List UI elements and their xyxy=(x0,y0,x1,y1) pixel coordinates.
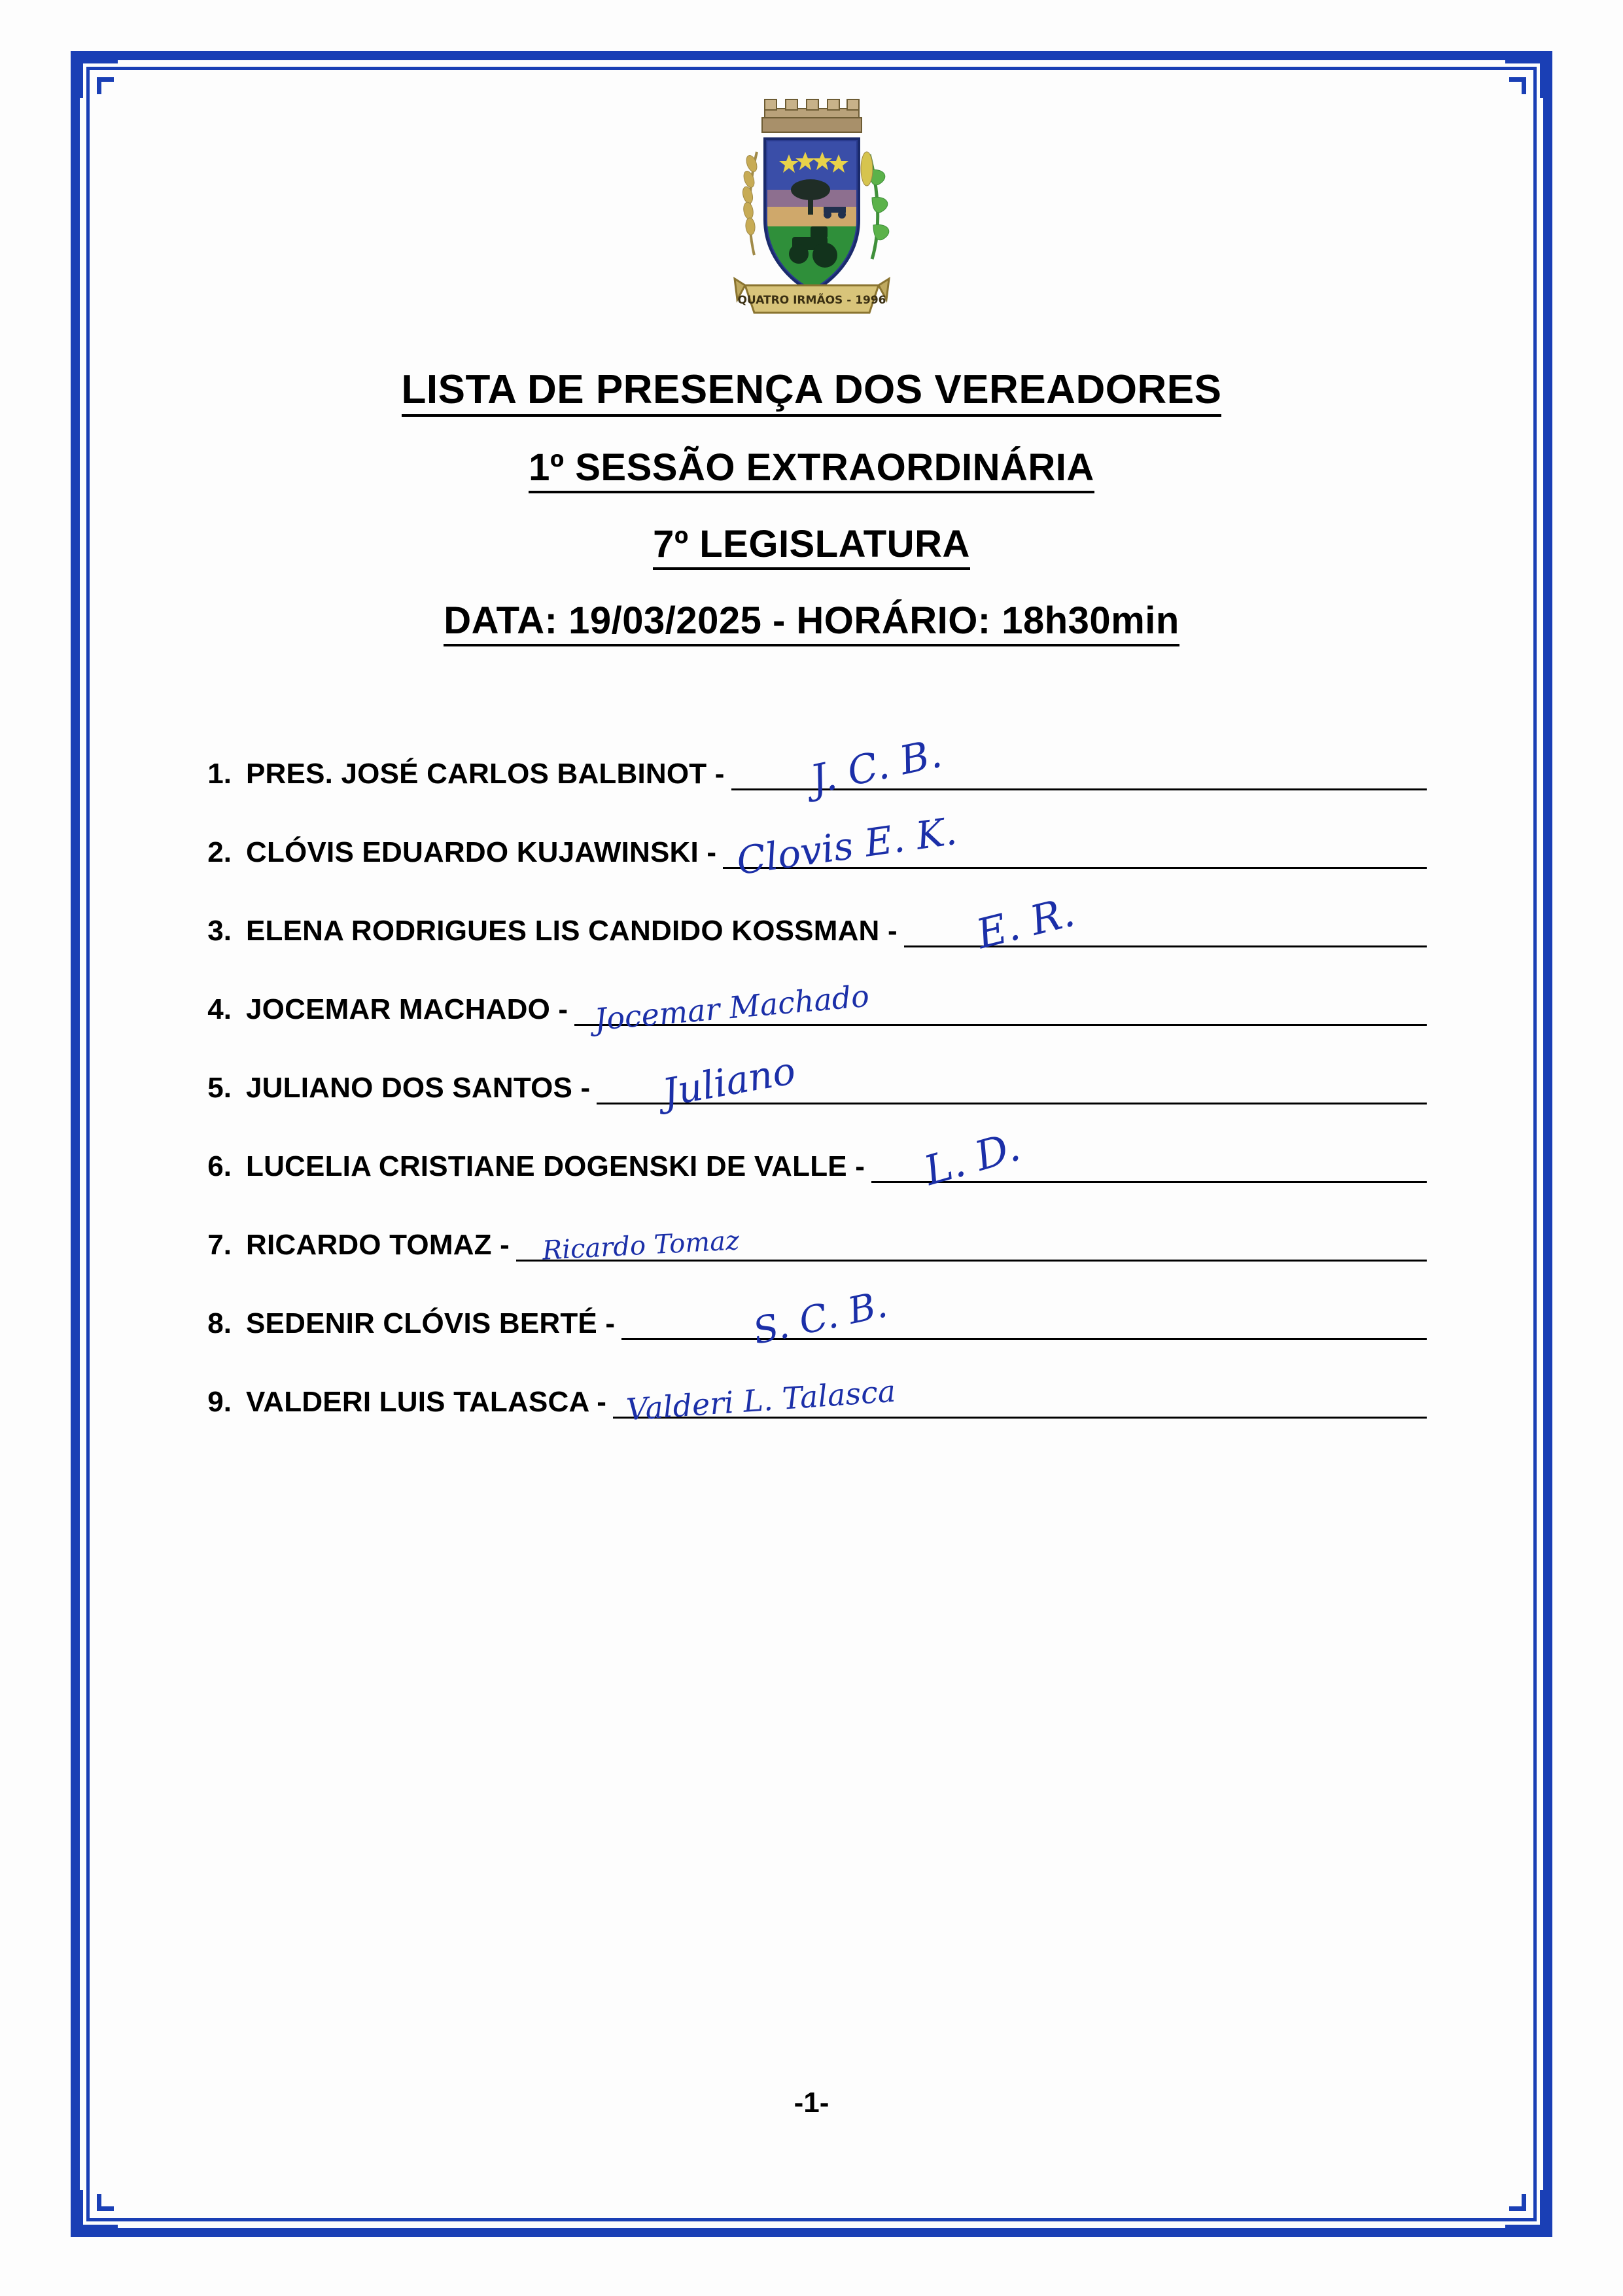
list-item-number: 8. xyxy=(207,1307,232,1339)
document-content xyxy=(131,79,1492,2198)
document-headings xyxy=(131,368,1492,646)
signature-line[interactable] xyxy=(574,978,1427,1037)
page-title: LISTA DE PRESENÇA DOS VEREADORES xyxy=(402,368,1222,417)
list-item xyxy=(203,1048,1427,1115)
list-item-name: PRES. JOSÉ CARLOS BALBINOT - xyxy=(246,757,725,790)
list-item xyxy=(203,1122,1427,1195)
legislature-subtitle: 7º LEGISLATURA xyxy=(653,523,970,570)
list-item-name: JOCEMAR MACHADO - xyxy=(246,993,568,1025)
signature-line[interactable] xyxy=(871,1122,1427,1195)
date-time-line: DATA: 19/03/2025 - HORÁRIO: 18h30min xyxy=(444,600,1179,646)
corner-tick-top-left xyxy=(97,77,114,94)
list-item-number: 9. xyxy=(207,1385,232,1418)
list-item xyxy=(203,978,1427,1037)
list-item xyxy=(203,887,1427,958)
list-item-number: 7. xyxy=(207,1228,232,1261)
svg-text:QUATRO IRMÃOS - 1996: QUATRO IRMÃOS - 1996 xyxy=(737,294,886,307)
list-item xyxy=(203,1225,1427,1266)
list-item-name: CLÓVIS EDUARDO KUJAWINSKI - xyxy=(246,836,717,868)
signature-mark: L. D. xyxy=(918,1122,1026,1195)
crest-container xyxy=(131,92,1492,353)
list-item-name: RICARDO TOMAZ - xyxy=(246,1228,510,1261)
list-item-number: 5. xyxy=(207,1071,232,1104)
corner-tick-bottom-right xyxy=(1509,2194,1526,2211)
list-item-name: JULIANO DOS SANTOS - xyxy=(246,1071,591,1104)
signature-line[interactable] xyxy=(723,808,1427,883)
coat-of-arms-icon xyxy=(694,92,930,353)
signature-mark: S. C. B. xyxy=(749,1282,892,1353)
signature-line[interactable] xyxy=(516,1225,1427,1266)
list-item-number: 3. xyxy=(207,914,232,947)
signature-line[interactable] xyxy=(731,730,1427,803)
session-subtitle: 1º SESSÃO EXTRAORDINÁRIA xyxy=(529,447,1094,493)
list-item-number: 4. xyxy=(207,993,232,1025)
list-item xyxy=(203,1282,1427,1353)
list-item xyxy=(203,808,1427,883)
corner-tick-top-right xyxy=(1509,77,1526,94)
list-item-name: SEDENIR CLÓVIS BERTÉ - xyxy=(246,1307,616,1339)
list-item-number: 2. xyxy=(207,836,232,868)
corner-tick-bottom-left xyxy=(97,2194,114,2211)
signature-mark: Jocemar Machado xyxy=(593,978,871,1037)
signature-mark: E. R. xyxy=(971,887,1079,958)
signature-line[interactable] xyxy=(597,1048,1427,1115)
signature-mark: Juliano xyxy=(659,1048,799,1115)
list-item-number: 1. xyxy=(207,757,232,790)
signature-line[interactable] xyxy=(621,1282,1427,1353)
signature-mark: Valderi L. Talasca xyxy=(625,1373,897,1427)
signature-line[interactable] xyxy=(613,1373,1427,1427)
signature-mark: Ricardo Tomaz xyxy=(542,1225,741,1266)
list-item-name: VALDERI LUIS TALASCA - xyxy=(246,1385,607,1418)
list-item-number: 6. xyxy=(207,1150,232,1182)
list-item-name: LUCELIA CRISTIANE DOGENSKI DE VALLE - xyxy=(246,1150,865,1182)
list-item xyxy=(203,1373,1427,1427)
signature-line[interactable] xyxy=(904,887,1427,958)
list-item xyxy=(203,730,1427,803)
signature-mark: J. C. B. xyxy=(806,730,946,803)
page-number: -1- xyxy=(794,2087,829,2119)
signature-mark: Clovis E. K. xyxy=(734,808,960,883)
list-item-name: ELENA RODRIGUES LIS CANDIDO KOSSMAN - xyxy=(246,914,898,947)
attendance-list xyxy=(131,730,1492,1427)
